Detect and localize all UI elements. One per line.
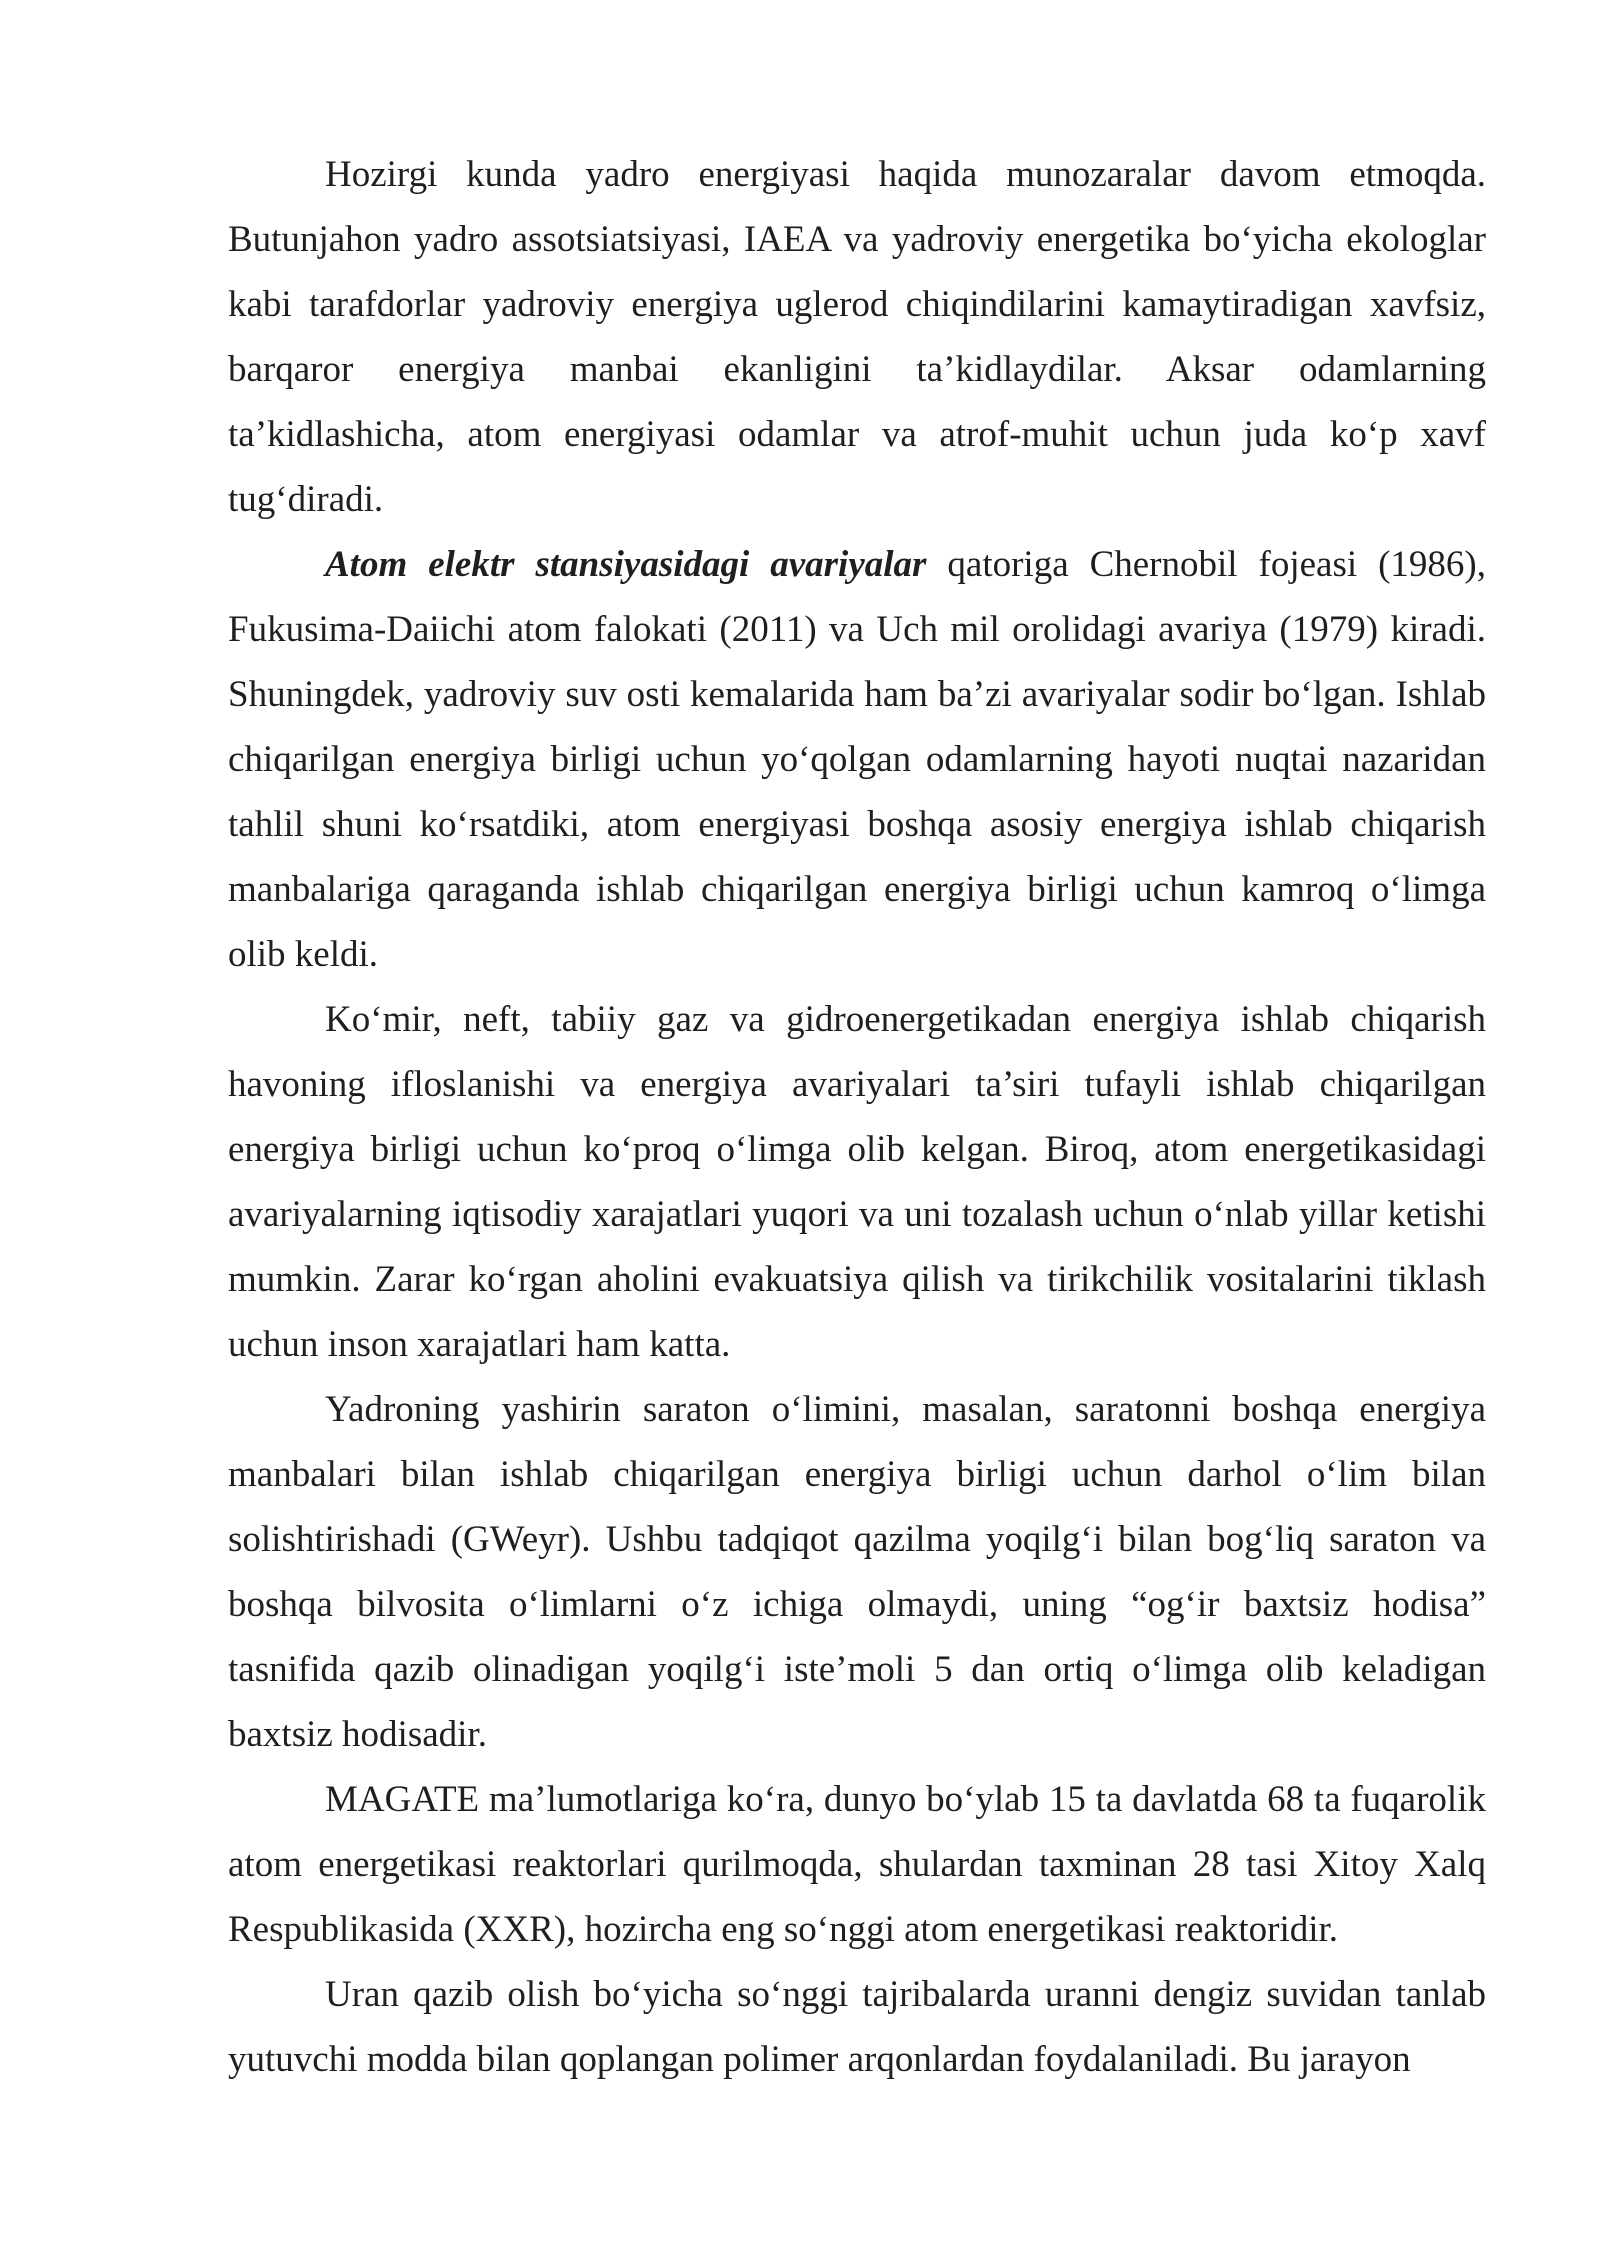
paragraph-3 — [228, 987, 1486, 1377]
paragraph-text: Ko‘mir, neft, tabiiy gaz va gidroenergetikadan energiya ishlab chiqarish havoning ifloslanishi va energiya avariyalari ta’siri tufayli ishlab chiqarilgan energiya birligi uchun ko‘proq o‘limga olib kelgan. Biroq, atom energetikasidagi avariyalarning iqtisodiy xarajatlari yuqori va uni tozalash uchun o‘nlab yillar ketishi mumkin. Zarar ko‘rgan aholini evakuatsiya qilish va tirikchilik vositalarini tiklash uchun inson xarajatlari ham katta. — [228, 999, 1486, 1365]
paragraph-text: Uran qazib olish bo‘yicha so‘nggi tajribalarda uranni dengiz suvidan tanlab yutuvchi modda bilan qoplangan polimer arqonlardan foydalaniladi. Bu jarayon — [228, 1974, 1486, 2080]
paragraph-text: qatoriga Chernobil fojeasi (1986), Fukusima-Daiichi atom falokati (2011) va Uch mil orolidagi avariya (1979) kiradi. Shuningdek, yadroviy suv osti kemalarida ham ba’zi avariyalar sodir bo‘lgan. Ishlab chiqarilgan energiya birligi uchun yo‘qolgan odamlarning hayoti nuqtai nazaridan tahlil shuni ko‘rsatdiki, atom energiyasi boshqa asosiy energiya ishlab chiqarish manbalariga qaraganda ishlab chiqarilgan energiya birligi uchun kamroq o‘limga olib keldi. — [228, 544, 1486, 975]
paragraph-4 — [228, 1377, 1486, 1767]
paragraph-text: MAGATE ma’lumotlariga ko‘ra, dunyo bo‘ylab 15 ta davlatda 68 ta fuqarolik atom energetikasi reaktorlari qurilmoqda, shulardan taxminan 28 tasi Xitoy Xalq Respublikasida (XXR), hozircha eng so‘nggi atom energetikasi reaktoridir. — [228, 1779, 1486, 1950]
paragraph-1 — [228, 142, 1486, 532]
paragraph-5 — [228, 1767, 1486, 1962]
paragraph-text: Hozirgi kunda yadro energiyasi haqida munozaralar davom etmoqda. Butunjahon yadro assotsiatsiyasi, IAEA va yadroviy energetika bo‘yicha ekologlar kabi tarafdorlar yadroviy energiya uglerod chiqindilarini kamaytiradigan xavfsiz, barqaror energiya manbai ekanligini ta’kidlaydilar. Aksar odamlarning ta’kidlashicha, atom energiyasi odamlar va atrof-muhit uchun juda ko‘p xavf tug‘diradi. — [228, 154, 1486, 520]
paragraph-6 — [228, 1962, 1486, 2092]
paragraph-2 — [228, 532, 1486, 987]
paragraph-text: Yadroning yashirin saraton o‘limini, masalan, saratonni boshqa energiya manbalari bilan ishlab chiqarilgan energiya birligi uchun darhol o‘lim bilan solishtirishadi (GWeyr). Ushbu tadqiqot qazilma yoqilg‘i bilan bog‘liq saraton va boshqa bilvosita o‘limlarni o‘z ichiga olmaydi, uning “og‘ir baxtsiz hodisa” tasnifida qazib olinadigan yoqilg‘i iste’moli 5 dan ortiq o‘limga olib keladigan baxtsiz hodisadir. — [228, 1389, 1486, 1755]
document-page — [228, 142, 1486, 2092]
paragraph-lead-emphasis: Atom elektr stansiyasidagi avariyalar — [325, 544, 927, 585]
